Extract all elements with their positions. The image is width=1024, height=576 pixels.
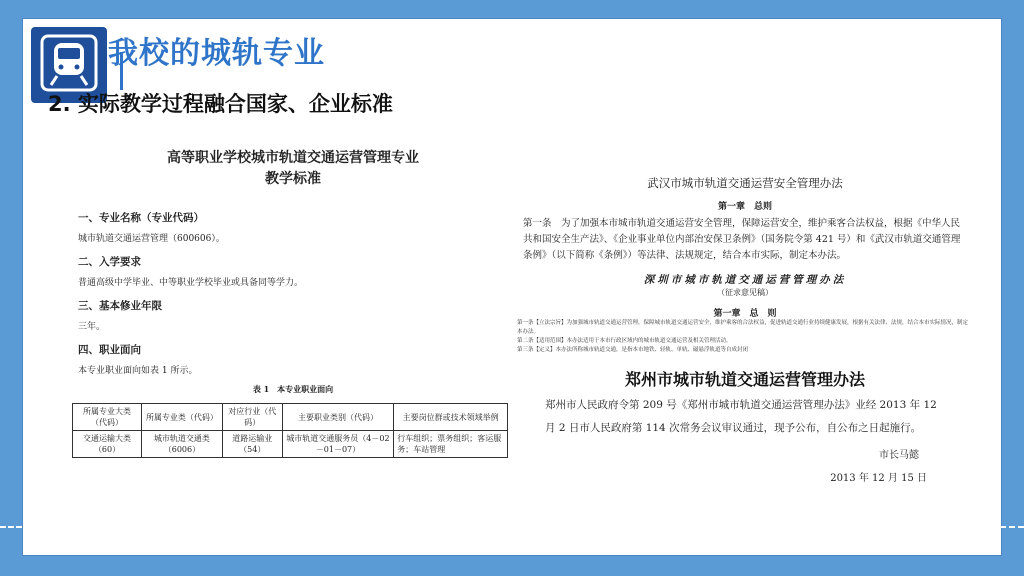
slide-subtitle: 2. 实际教学过程融合国家、企业标准 [48,92,393,116]
table-cell: 城市轨道交通类（6006） [142,431,223,458]
section-heading: 三、基本修业年限 [78,300,162,312]
decor-dash-left [0,526,22,528]
zhengzhou-paragraph: 郑州市人民政府令第 209 号《郑州市城市轨道交通运营管理办法》业经 2013 年 12 月 2 日市人民政府第 114 次常务会议审议通过，现予公布，自公布之日起施行。 [545,399,937,434]
section-text: 城市轨道交通运营管理（600606）。 [78,234,225,244]
table-caption: 表 1 本专业职业面向 [252,384,334,394]
table-header: 所属专业大类（代码） [73,404,142,431]
slide-title: 我校的城轨专业 [108,36,325,71]
section-text: 本专业职业面向如表 1 所示。 [78,366,198,376]
wuhan-chapter: 第一章 总则 [717,202,772,212]
table-header: 对应行业（代码） [222,404,282,431]
table-cell: 行车组织；票务组织；客运服务；车站管理 [394,431,508,458]
shenzhen-subtitle: （征求意见稿） [717,288,773,297]
table-header: 所属专业类（代码） [142,404,223,431]
train-icon [40,34,98,96]
table-row [73,431,508,458]
sign-date: 2013 年 12 月 15 日 [830,473,927,484]
shenzhen-text: 第三条【定义】本办法所称城市轨道交通，是指本市地铁、轻轨、单轨、磁悬浮轨道等自成封闭 [517,347,749,353]
section-text: 三年。 [78,322,106,332]
table-cell: 交通运输大类（60） [73,431,142,458]
table-cell: 道路运输业（54） [222,431,282,458]
signer: 市长马懿 [879,450,919,461]
section-text: 普通高级中学毕业、中等职业学校毕业或具备同等学力。 [78,278,304,288]
shenzhen-title: 深圳市城市轨道交通运营管理办法 [643,274,847,286]
regulations-document [515,148,975,523]
shenzhen-chapter: 第一章 总 则 [713,309,777,319]
wuhan-title: 武汉市城市轨道交通运营安全管理办法 [647,176,843,190]
table-cell: 城市轨道交通服务员（4－02－01－07） [282,431,394,458]
doc-sections [78,210,508,376]
table-header: 主要职业类别（代码） [282,404,394,431]
table-header-row [73,404,508,431]
shenzhen-text: 第一条【立法宗旨】为加强城市轨道交通运营管理，保障城市轨道交通运营安全，维护乘客的合法权益，促进轨道交通行业持续健康发展，根据有关法律、法规，结合本市实际情况，制定本办法。 [517,320,969,335]
standard-document [78,148,508,523]
section-heading: 四、职业面向 [78,344,141,356]
career-table [72,403,508,458]
doc-title-line1: 高等职业学校城市轨道交通运营管理专业 [167,150,419,166]
section-heading: 一、专业名称（专业代码） [78,212,204,224]
doc-title-line2: 教学标准 [265,171,321,187]
section-heading: 二、入学要求 [78,256,141,268]
decor-dash-right [1000,526,1024,528]
zhengzhou-title: 郑州市城市轨道交通运营管理办法 [624,370,865,389]
table-header: 主要岗位群或技术领域举例 [394,404,508,431]
wuhan-paragraph: 第一条 为了加强本市城市轨道交通运营安全管理，保障运营安全，维护乘客合法权益，根据《中华人民共和国安全生产法》、《企业事业单位内部治安保卫条例》（国务院令第 421 号）和《武汉市轨道交通管理条例》（以下简称《条例》）等法律、法规规定，结合本市实际，制定本办法。 [523,218,961,261]
shenzhen-text: 第二条【适用范围】本办法适用于本市行政区域内的城市轨道交通运营及相关管理活动。 [517,338,732,344]
